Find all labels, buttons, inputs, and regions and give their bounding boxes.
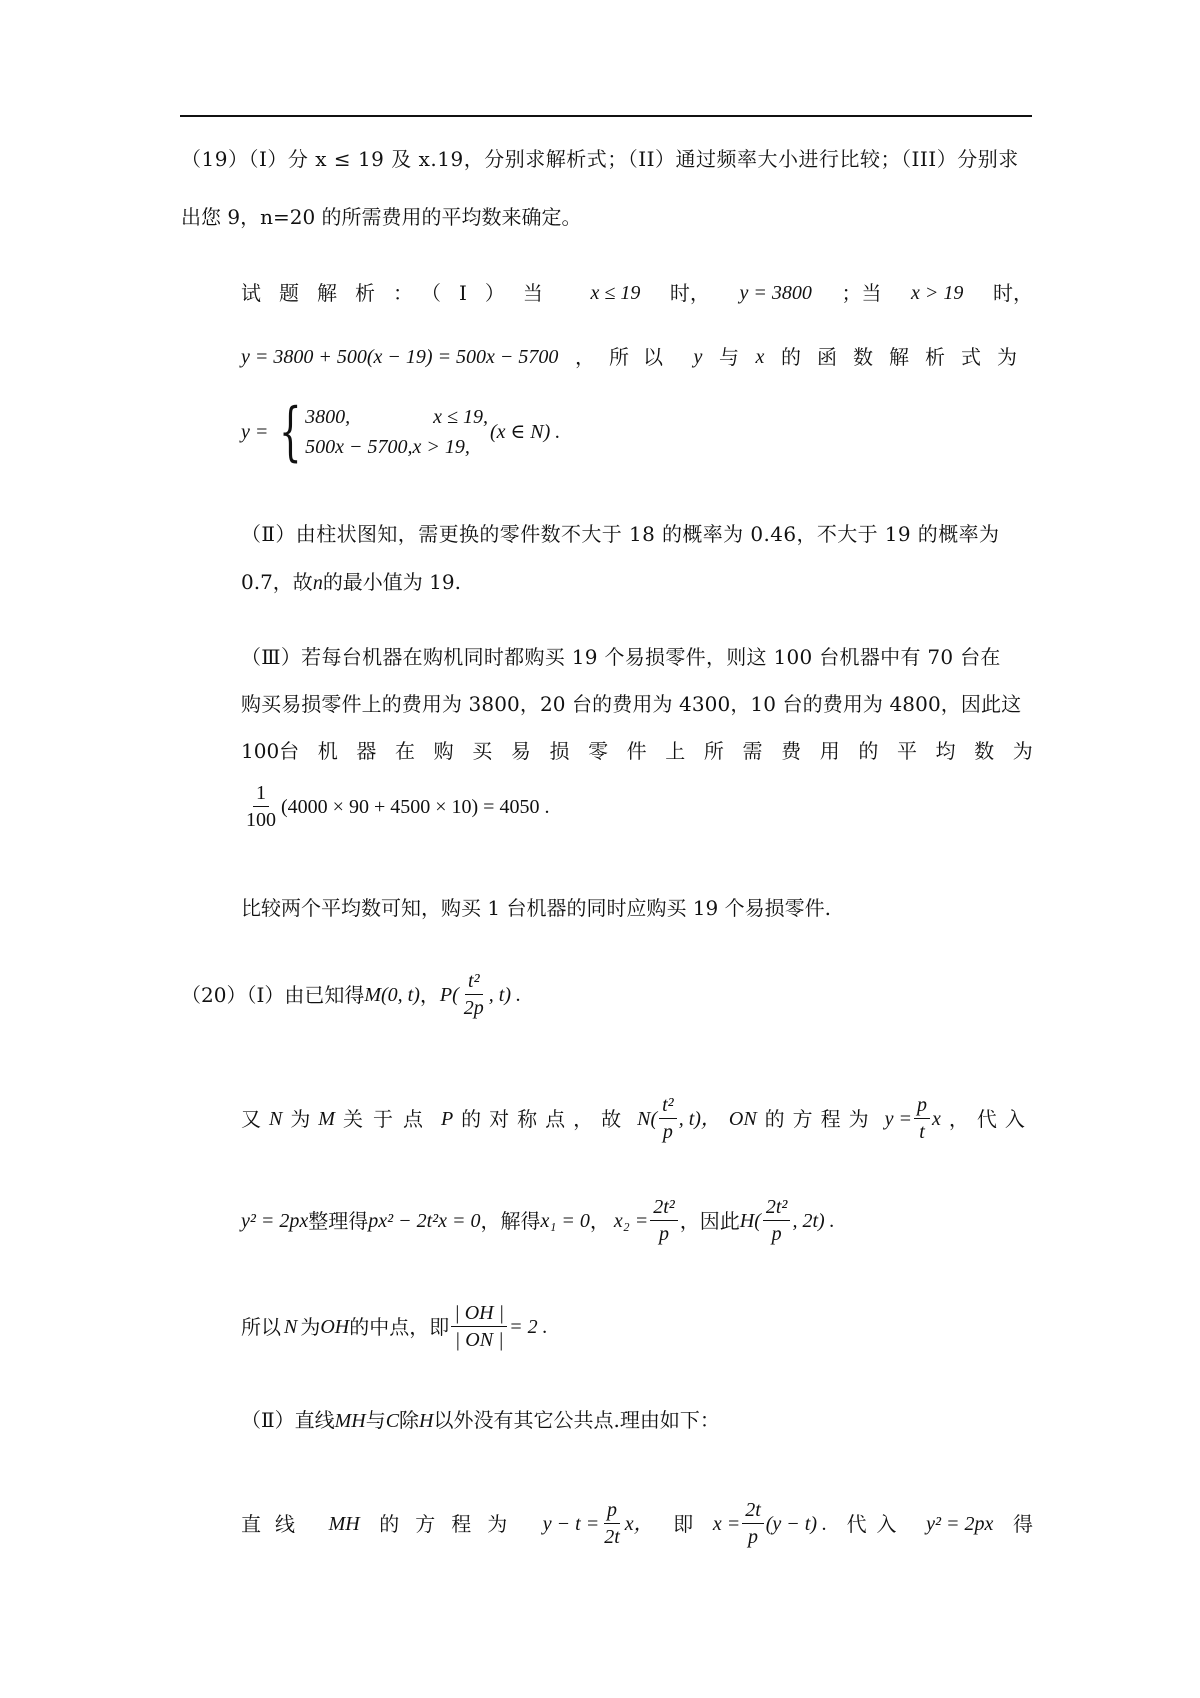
fraction-numerator: t²: [465, 968, 483, 995]
text-when-2: ；当: [841, 281, 882, 305]
solution-label: 试题解析：（Ⅰ）当: [241, 281, 561, 305]
var-x: x，: [624, 1512, 654, 1535]
point-M: M(0, t): [364, 983, 420, 1006]
eq-y-linear: y = 3800 + 500(x − 19) = 500x − 5700: [241, 346, 559, 368]
part2-line-1: [241, 520, 1033, 548]
p19-lead-line-2: [181, 203, 582, 231]
fraction-denominator: p: [662, 1121, 673, 1143]
var-n: n: [312, 572, 323, 594]
p20-lead: （20）（Ⅰ）由已知得: [181, 982, 365, 1007]
part3-word: 用: [819, 739, 840, 763]
part3-line-1: [241, 643, 1033, 671]
text: 的对称点，故: [461, 1106, 630, 1131]
left-brace: {: [279, 395, 302, 469]
eq-y-3800: y = 3800: [739, 282, 812, 304]
average-expression: (4000 × 90 + 4500 × 10) = 4050 .: [281, 795, 550, 818]
text: 关于点: [342, 1106, 433, 1131]
var-x: x: [932, 1107, 941, 1130]
eq-lhs: x =: [712, 1512, 741, 1535]
compare-text: 比较两个平均数可知，购买 1 台机器的同时应购买 19 个易损零件.: [241, 896, 831, 920]
point-P-close: , t) .: [488, 983, 522, 1006]
fraction-denominator: 100: [246, 809, 276, 831]
point-H-close: , 2t) .: [792, 1209, 835, 1232]
ratio-value: = 2 .: [509, 1315, 548, 1338]
part2-text-1: （Ⅱ）由柱状图知，需更换的零件数不大于 18 的概率为 0.46，不大于 19 的概率为: [241, 522, 1000, 546]
case-1-condition: x ≤ 19,: [433, 406, 488, 428]
var-ON: ON: [728, 1107, 757, 1130]
part3-word: 损: [549, 739, 570, 763]
text: （Ⅱ）直线: [241, 1408, 335, 1432]
text: 的方程为: [379, 1511, 524, 1536]
part3-word: 机: [317, 739, 338, 763]
slope-fraction: [601, 1497, 623, 1550]
root-x2-lhs: x₂ =: [613, 1209, 649, 1232]
var-y: y: [693, 346, 703, 368]
text-and: 与: [718, 345, 739, 369]
p20-line-3: [241, 1194, 835, 1247]
part3-word: 零: [588, 739, 609, 763]
case-2-condition: x > 19,: [412, 436, 470, 458]
text: 整理得: [308, 1208, 369, 1233]
p20-line-2: [241, 1092, 1033, 1145]
fraction-numerator: 2t²: [763, 1194, 791, 1221]
point-P-fraction: [461, 968, 487, 1021]
text: ，因此: [679, 1208, 740, 1233]
text: 除: [399, 1408, 420, 1432]
separator: ，: [419, 982, 440, 1007]
part3-word: 器: [356, 739, 377, 763]
part3-text-1: （Ⅲ）若每台机器在购机同时都购买 19 个易损零件，则这 100 台机器中有 70 台在: [241, 645, 1001, 669]
fraction-denominator: p: [658, 1223, 669, 1245]
part3-word: 购: [433, 739, 454, 763]
fraction-denominator: t: [919, 1121, 925, 1143]
text-so: ，所以: [574, 345, 677, 369]
var-N: N: [284, 1315, 298, 1338]
text: 得: [1012, 1511, 1033, 1536]
case-1-value: 3800,: [305, 406, 351, 428]
point-N: [637, 1092, 721, 1145]
var-MH: MH: [334, 1410, 366, 1432]
solution-line-1: [241, 279, 1033, 307]
part3-word: 均: [935, 739, 956, 763]
condition-2: x > 19: [911, 282, 964, 304]
text: ，代入: [948, 1106, 1033, 1131]
part3-word: 为: [1012, 739, 1033, 763]
text: 所以: [241, 1314, 281, 1339]
text: ，解得: [480, 1208, 541, 1233]
fraction-one-hundredth: [243, 780, 279, 833]
ratio-fraction: [451, 1300, 507, 1353]
part3-word: 需: [742, 739, 763, 763]
point-N-fraction: [659, 1092, 677, 1145]
part2-text-2a: 0.7，故: [241, 570, 313, 594]
text: 又: [241, 1106, 261, 1131]
part3-word: 100台: [241, 739, 300, 763]
part3-word: 件: [626, 739, 647, 763]
slope-fraction: [914, 1092, 930, 1145]
fraction-numerator: | OH |: [451, 1300, 507, 1327]
var-OH: OH: [320, 1315, 350, 1338]
p20-line-1: [181, 968, 521, 1021]
separator: ，: [589, 1208, 610, 1233]
part2-line-2: [241, 568, 461, 597]
point-N-close: , t)，: [678, 1107, 721, 1130]
root-x1: x₁ = 0: [540, 1209, 590, 1232]
header-rule: [180, 115, 1032, 117]
piecewise-domain: (x ∈ N) .: [489, 421, 561, 443]
p19-lead-text-2: 出您 9，n=20 的所需费用的平均数来确定。: [181, 205, 582, 229]
var-N: N: [268, 1107, 283, 1130]
part3-word: 易: [510, 739, 531, 763]
var-H: H: [419, 1410, 434, 1432]
fraction-numerator: 2t²: [650, 1194, 678, 1221]
average-formula: [241, 780, 549, 833]
p19-lead-line-1: [181, 145, 1033, 173]
coef-fraction: [742, 1497, 764, 1550]
text: 即: [673, 1511, 694, 1536]
fraction-numerator: 1: [253, 780, 269, 807]
piecewise-lhs: y =: [241, 421, 269, 443]
part3-word: 费: [781, 739, 802, 763]
piecewise-cases: [305, 402, 488, 462]
text: 直线: [241, 1511, 309, 1536]
point-H-fraction: [763, 1194, 791, 1247]
part3-word: 数: [974, 739, 995, 763]
part3-line-2: [241, 690, 1033, 718]
piecewise-function: [241, 395, 561, 469]
fraction-numerator: p: [604, 1497, 620, 1524]
solution-line-2: [241, 343, 1033, 371]
var-x: x: [755, 346, 765, 368]
fraction-denominator: p: [771, 1223, 782, 1245]
part3-word: 在: [395, 739, 416, 763]
fraction-denominator: 2t: [604, 1526, 620, 1548]
text: 以外没有其它公共点.理由如下：: [433, 1408, 720, 1432]
eq-lhs: y − t =: [542, 1512, 600, 1535]
text-function-expression: 的函数解析式为: [780, 345, 1033, 369]
text: 为: [300, 1314, 321, 1339]
root-x2-fraction: [650, 1194, 678, 1247]
p20-last-line: [241, 1497, 1033, 1550]
var-P: P: [440, 1107, 454, 1130]
var-M: M: [318, 1107, 335, 1130]
eq-rhs: (y − t) .: [765, 1512, 827, 1535]
p19-lead-text-1: （19）（I）分 x ≤ 19 及 x.19，分别求解析式；（II）通过频率大小进行比较；（III）分别求: [181, 147, 1019, 171]
line-MH-equation-x: [713, 1497, 827, 1550]
fraction-denominator: p: [747, 1526, 758, 1548]
compare-line: [241, 894, 831, 922]
text: 的中点，即: [349, 1314, 450, 1339]
case-2-value: 500x − 5700,: [305, 436, 413, 458]
var-C: C: [385, 1410, 400, 1432]
condition-1: x ≤ 19: [590, 282, 641, 304]
text: 为: [290, 1106, 311, 1131]
point-H-open: H(: [739, 1209, 761, 1232]
parabola-equation: y² = 2px: [241, 1209, 309, 1232]
fraction-numerator: t²: [659, 1092, 677, 1119]
text: 与: [365, 1408, 386, 1432]
part3-word: 平: [896, 739, 917, 763]
part3-text-2: 购买易损零件上的费用为 3800，20 台的费用为 4300，10 台的费用为 4800，因此这: [241, 692, 1022, 716]
p20-part2-line: [241, 1406, 720, 1435]
var-MH: MH: [328, 1512, 360, 1535]
line-ON-equation: [885, 1092, 941, 1145]
point-N-open: N(: [637, 1107, 658, 1130]
parabola-equation: y² = 2px: [926, 1512, 994, 1535]
point-P-open: P(: [439, 983, 459, 1006]
p20-line-4: [241, 1300, 548, 1353]
part3-word: 上: [665, 739, 686, 763]
text-when-3: 时，: [992, 281, 1033, 305]
fraction-denominator: 2p: [463, 997, 484, 1019]
text: 的方程为: [764, 1106, 877, 1131]
fraction-numerator: p: [914, 1092, 930, 1119]
part3-word: 买: [472, 739, 493, 763]
quadratic-equation: px² − 2t²x = 0: [368, 1209, 481, 1232]
part3-word: 所: [703, 739, 724, 763]
part2-text-2b: 的最小值为 19.: [322, 570, 461, 594]
text: 代入: [846, 1511, 907, 1536]
part3-word: 的: [858, 739, 879, 763]
part3-line-3: [241, 737, 1033, 765]
line-MH-equation: [543, 1497, 654, 1550]
text-when-1: 时，: [669, 281, 710, 305]
fraction-numerator: 2t: [742, 1497, 764, 1524]
fraction-denominator: | ON |: [454, 1329, 504, 1351]
eq-lhs: y =: [884, 1107, 913, 1130]
